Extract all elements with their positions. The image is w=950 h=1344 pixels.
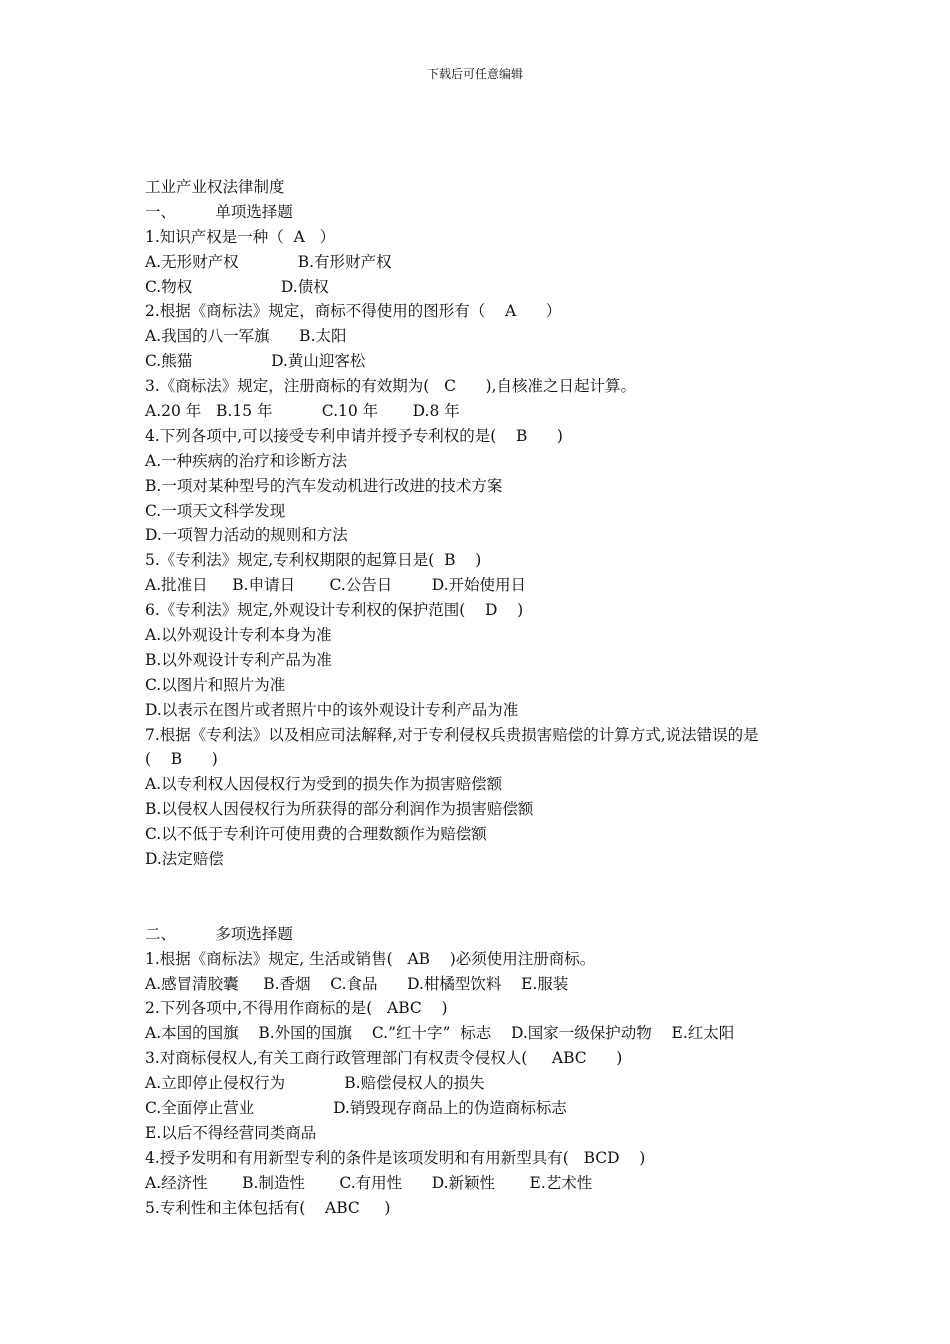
section-heading-single-choice: 一、 单项选择题 [145, 202, 293, 221]
text-line: A.以外观设计专利本身为准 [145, 626, 332, 645]
text-line: A.经济性 B.制造性 C.有用性 D.新颖性 E.艺术性 [145, 1173, 593, 1192]
text-line: C.熊猫 D.黄山迎客松 [145, 352, 366, 371]
text-line: 3.对商标侵权人,有关工商行政管理部门有权责令侵权人( ABC ) [145, 1049, 623, 1068]
text-line: B.以侵权人因侵权行为所获得的部分利润作为损害赔偿额 [145, 800, 534, 819]
text-line: C.以图片和照片为准 [145, 675, 286, 694]
text-line: A.感冒清胶囊 B.香烟 C.食品 D.柑橘型饮料 E.服装 [145, 974, 569, 993]
text-line: 7.根据《专利法》以及相应司法解释,对于专利侵权兵贵损害赔偿的计算方式,说法错误的是 [145, 725, 759, 744]
text-line: 6.《专利法》规定,外观设计专利权的保护范围( D ) [145, 601, 524, 620]
document-body [145, 175, 845, 1220]
text-line: 5.《专利法》规定,专利权期限的起算日是( B ) [145, 551, 482, 570]
text-line: A.以专利权人因侵权行为受到的损失作为损害赔偿额 [145, 775, 503, 794]
text-line: A.20 年 B.15 年 C.10 年 D.8 年 [145, 402, 460, 421]
text-line: C.物权 D.债权 [145, 277, 329, 296]
text-line: 4.下列各项中,可以接受专利申请并授予专利权的是( B ) [145, 426, 563, 445]
document-title: 工业产业权法律制度 [145, 178, 285, 196]
section-heading-multiple-choice: 二、 多项选择题 [145, 924, 293, 943]
text-line: C.全面停止营业 D.销毁现存商品上的伪造商标标志 [145, 1098, 567, 1117]
text-line: A.立即停止侵权行为 B.赔偿侵权人的损失 [145, 1074, 485, 1093]
text-line: D.法定赔偿 [145, 850, 224, 869]
text-line: C.以不低于专利许可使用费的合理数额作为赔偿额 [145, 825, 487, 844]
text-line: A.一种疾病的治疗和诊断方法 [145, 451, 348, 470]
text-line: ( B ) [145, 750, 218, 769]
text-line: A.批准日 B.申请日 C.公告日 D.开始使用日 [145, 576, 527, 595]
text-line: C.一项天文科学发现 [145, 501, 286, 520]
text-line: 1.根据《商标法》规定, 生活或销售( AB )必须使用注册商标。 [145, 949, 596, 968]
text-line: 3.《商标法》规定，注册商标的有效期为( C ),自核准之日起计算。 [145, 377, 637, 396]
text-line: 4.授予发明和有用新型专利的条件是该项发明和有用新型具有( BCD ) [145, 1148, 646, 1167]
section-spacer [145, 872, 845, 922]
text-line: B.以外观设计专利产品为准 [145, 650, 332, 669]
text-line: A.本国的国旗 B.外国的国旗 C.”红十字” 标志 D.国家一级保护动物 E.红太阳 [145, 1024, 735, 1043]
text-line: 5.专利性和主体包括有( ABC ) [145, 1198, 391, 1217]
text-line: E.以后不得经营同类商品 [145, 1123, 317, 1142]
text-line: 2.根据《商标法》规定，商标不得使用的图形有（ A ） [145, 302, 562, 321]
text-line: D.以表示在图片或者照片中的该外观设计专利产品为准 [145, 700, 519, 719]
text-line: B.一项对某种型号的汽车发动机进行改进的技术方案 [145, 476, 503, 495]
text-line: A.无形财产权 B.有形财产权 [145, 252, 392, 271]
text-line: D.一项智力活动的规则和方法 [145, 526, 348, 545]
text-line: 1.知识产权是一种（ A ） [145, 227, 336, 246]
page-header: 下载后可任意编辑 [426, 67, 523, 81]
text-line: 2.下列各项中,不得用作商标的是( ABC ) [145, 999, 448, 1018]
text-line: A.我国的八一军旗 B.太阳 [145, 327, 347, 346]
